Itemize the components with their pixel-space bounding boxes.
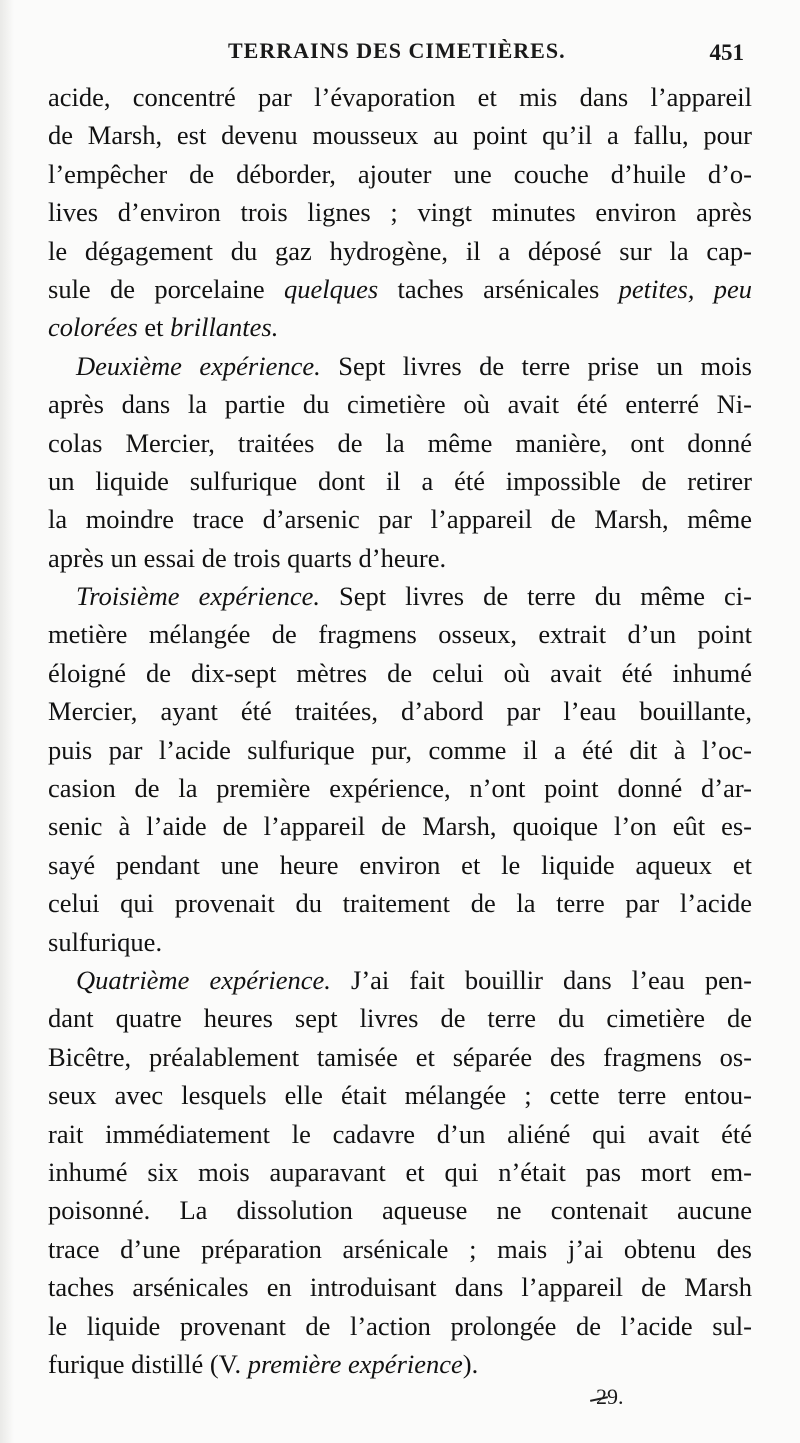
text-line (48, 731, 752, 769)
text-line (48, 1191, 752, 1229)
text-run: sule de porcelaine (48, 273, 285, 304)
text-run: rait immédiatement le cadavre d’un aliéné qui avait été (48, 1118, 752, 1149)
text-line (48, 999, 752, 1037)
body-text (48, 78, 752, 1383)
text-run: Sept livres de terre prise un mois (320, 350, 752, 381)
text-run: et (137, 312, 171, 343)
text-run: furique distillé (V. (48, 1348, 248, 1379)
text-run: puis par l’acide sulfurique pur, comme il a été dit à l’oc- (48, 734, 752, 765)
text-line (48, 923, 752, 961)
text-run: seux avec lesquels elle était mélangée ; cette terre entou- (48, 1080, 752, 1111)
text-line (48, 78, 752, 116)
italic-text: brillantes. (170, 312, 279, 343)
text-run: lives d’environ trois lignes ; vingt minutes environ après (48, 197, 752, 228)
text-line (48, 1345, 752, 1383)
text-run: casion de la première expérience, n’ont point donné d’ar- (48, 773, 752, 804)
text-run: éloigné de dix-sept mètres de celui où avait été inhumé (48, 657, 752, 688)
text-run: sulfurique. (48, 926, 163, 957)
italic-text: Deuxième expérience. (76, 350, 321, 381)
text-line (48, 654, 752, 692)
text-run: l’empêcher de déborder, ajouter une couche d’huile d’o- (48, 158, 752, 189)
text-run: senic à l’aide de l’appareil de Marsh, quoique l’on eût es- (48, 811, 752, 842)
text-line (48, 270, 752, 308)
scan-edge-shadow (0, 0, 14, 1443)
text-line (48, 961, 752, 999)
text-line (48, 500, 752, 538)
italic-text: quelques (284, 273, 379, 304)
text-run: un liquide sulfurique dont il a été impossible de retirer (48, 465, 752, 496)
text-line (48, 1268, 752, 1306)
text-line (48, 1307, 752, 1345)
text-line (48, 846, 752, 884)
text-line (48, 193, 752, 231)
text-line (48, 577, 752, 615)
text-run: dant quatre heures sept livres de terre du cimetière de (48, 1003, 752, 1034)
page-header (48, 38, 750, 74)
text-line (48, 1076, 752, 1114)
text-run: taches arsénicales en introduisant dans l’appareil de Marsh (48, 1272, 752, 1303)
italic-text: petites, peu (618, 273, 753, 304)
text-run: sayé pendant une heure environ et le liquide aqueux et (48, 849, 752, 880)
text-run: poisonné. La dissolution aqueuse ne contenait aucune (48, 1195, 752, 1226)
text-line (48, 155, 752, 193)
text-run: J’ai fait bouillir dans l’eau pen- (330, 964, 752, 995)
text-run: le liquide provenant de l’action prolongée de l’acide sul- (48, 1310, 752, 1341)
text-run: Sept livres de terre du même ci- (319, 581, 752, 612)
text-run: après dans la partie du cimetière où avait été enterré Ni- (48, 389, 752, 420)
text-line (48, 308, 752, 346)
text-run: celui qui provenait du traitement de la terre par l’acide (48, 888, 752, 919)
italic-text: Troisième expérience. (76, 581, 320, 612)
text-run: après un essai de trois quarts d’heure. (48, 542, 447, 573)
text-run: colas Mercier, traitées de la même manière, ont donné (48, 427, 752, 458)
text-line (48, 769, 752, 807)
text-run: taches arsénicales (378, 273, 619, 304)
text-run: inhumé six mois auparavant et qui n’était pas mort em- (48, 1156, 752, 1187)
text-line (48, 1038, 752, 1076)
text-run: trace d’une préparation arsénicale ; mais j’ai obtenu des (48, 1233, 752, 1264)
text-line (48, 615, 752, 653)
text-line (48, 462, 752, 500)
text-run: metière mélangée de fragmens osseux, extrait d’un point (48, 619, 752, 650)
text-line (48, 884, 752, 922)
text-line (48, 347, 752, 385)
italic-text: première expérience (247, 1348, 463, 1379)
italic-text: Quatrième expérience. (76, 964, 331, 995)
text-line (48, 424, 752, 462)
text-line (48, 385, 752, 423)
text-run: Bicêtre, préalablement tamisée et séparée des fragmens os- (48, 1041, 752, 1072)
text-line (48, 692, 752, 730)
text-line (48, 539, 752, 577)
text-line (48, 807, 752, 845)
text-line (48, 1230, 752, 1268)
text-line (48, 1115, 752, 1153)
text-run: la moindre trace d’arsenic par l’appareil de Marsh, même (48, 504, 752, 535)
italic-text: colorées (48, 312, 138, 343)
text-line (48, 1153, 752, 1191)
signature-mark: 29. (596, 1384, 624, 1409)
text-run: ). (462, 1348, 479, 1379)
running-head: TERRAINS DES CIMETIÈRES. (228, 38, 566, 63)
text-run: acide, concentré par l’évaporation et mis dans l’appareil (48, 82, 752, 112)
text-line (48, 116, 752, 154)
text-run: Mercier, ayant été traitées, d’abord par l’eau bouillante, (48, 696, 752, 727)
text-line (48, 232, 752, 270)
page-number: 451 (709, 40, 744, 65)
text-run: le dégagement du gaz hydrogène, il a déposé sur la cap- (48, 235, 752, 266)
text-run: de Marsh, est devenu mousseux au point qu’il a fallu, pour (48, 120, 752, 151)
